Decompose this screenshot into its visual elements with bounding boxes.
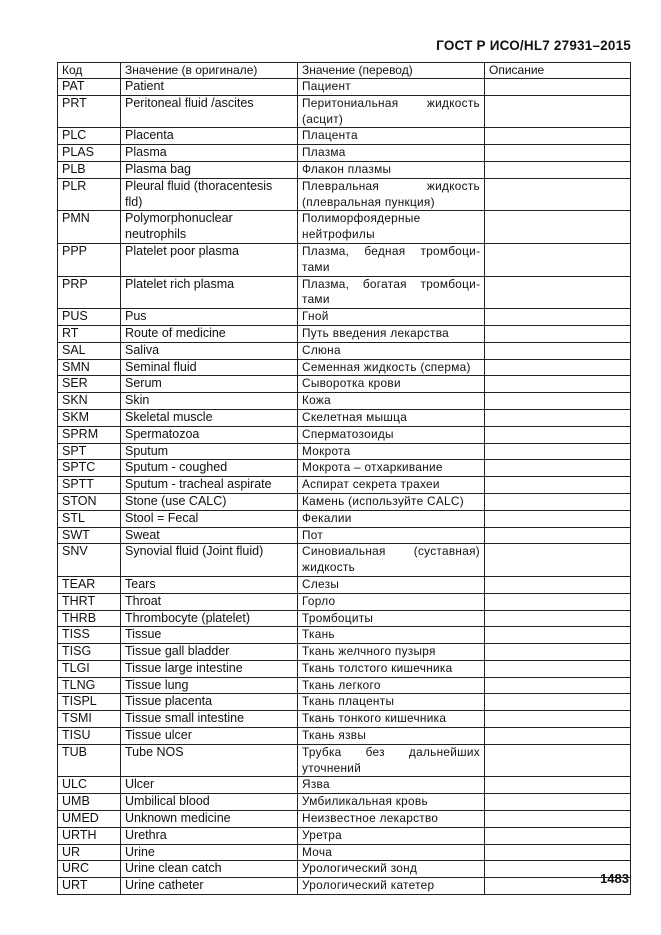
cell-original: Urine catheter: [121, 878, 298, 895]
cell-translation: Ткань желчного пузыря: [298, 644, 485, 661]
column-header-original: Значение (в оригинале): [121, 63, 298, 79]
cell-translation: Пот: [298, 527, 485, 544]
cell-translation: Аспират секрета трахеи: [298, 477, 485, 494]
cell-code: SAL: [58, 342, 121, 359]
cell-original: Unknown medicine: [121, 811, 298, 828]
cell-description: [485, 576, 631, 593]
cell-code: SER: [58, 376, 121, 393]
cell-description: [485, 376, 631, 393]
table-row: [58, 576, 631, 593]
cell-code: THRB: [58, 610, 121, 627]
table-row: [58, 409, 631, 426]
cell-description: [485, 460, 631, 477]
table-row: [58, 844, 631, 861]
column-header-translation: Значение (перевод): [298, 63, 485, 79]
cell-original: Plasma: [121, 145, 298, 162]
table-row: [58, 325, 631, 342]
cell-translation: Ткань плаценты: [298, 694, 485, 711]
cell-translation: Ткань легкого: [298, 677, 485, 694]
cell-original: Sputum - tracheal aspirate: [121, 477, 298, 494]
cell-description: [485, 161, 631, 178]
table-row: [58, 309, 631, 326]
cell-code: URC: [58, 861, 121, 878]
column-header-description: Описание: [485, 63, 631, 79]
cell-description: [485, 694, 631, 711]
cell-original: Plasma bag: [121, 161, 298, 178]
cell-description: [485, 342, 631, 359]
cell-code: SNV: [58, 544, 121, 577]
cell-code: UMB: [58, 794, 121, 811]
cell-code: PRT: [58, 95, 121, 128]
cell-code: PUS: [58, 309, 121, 326]
cell-description: [485, 493, 631, 510]
cell-translation: Плазма, бедная тромбоцитами: [298, 243, 485, 276]
specimen-code-table: [57, 62, 631, 895]
cell-description: [485, 827, 631, 844]
cell-original: Sweat: [121, 527, 298, 544]
cell-code: TUB: [58, 744, 121, 777]
cell-description: [485, 728, 631, 745]
cell-translation: Слезы: [298, 576, 485, 593]
cell-translation: Неизвестное лекарство: [298, 811, 485, 828]
cell-code: URT: [58, 878, 121, 895]
table-row: [58, 827, 631, 844]
cell-description: [485, 811, 631, 828]
table-body: [58, 79, 631, 895]
table-row: [58, 878, 631, 895]
cell-code: TLNG: [58, 677, 121, 694]
column-header-code: Код: [58, 63, 121, 79]
cell-description: [485, 844, 631, 861]
cell-description: [485, 128, 631, 145]
cell-original: Tube NOS: [121, 744, 298, 777]
cell-description: [485, 178, 631, 211]
table-row: [58, 161, 631, 178]
cell-code: TSMI: [58, 711, 121, 728]
cell-translation: Урологический зонд: [298, 861, 485, 878]
cell-translation: Ткань тонкого кишечника: [298, 711, 485, 728]
cell-description: [485, 510, 631, 527]
table-row: [58, 544, 631, 577]
cell-translation: Полиморфоядерные нейтрофилы: [298, 211, 485, 244]
cell-description: [485, 145, 631, 162]
cell-code: PLAS: [58, 145, 121, 162]
cell-original: Peritoneal fluid /ascites: [121, 95, 298, 128]
cell-description: [485, 544, 631, 577]
cell-description: [485, 627, 631, 644]
cell-code: SPRM: [58, 426, 121, 443]
cell-original: Serum: [121, 376, 298, 393]
table-row: [58, 211, 631, 244]
cell-code: URTH: [58, 827, 121, 844]
cell-code: SKN: [58, 393, 121, 410]
table-row: [58, 694, 631, 711]
table-row: [58, 342, 631, 359]
cell-original: Patient: [121, 79, 298, 96]
cell-description: [485, 309, 631, 326]
cell-translation: Слюна: [298, 342, 485, 359]
cell-translation: Сыворотка крови: [298, 376, 485, 393]
cell-original: Synovial fluid (Joint fluid): [121, 544, 298, 577]
table-row: [58, 677, 631, 694]
cell-code: TISU: [58, 728, 121, 745]
table-header-row: [58, 63, 631, 79]
cell-original: Saliva: [121, 342, 298, 359]
cell-original: Placenta: [121, 128, 298, 145]
cell-translation: Ткань язвы: [298, 728, 485, 745]
cell-description: [485, 660, 631, 677]
cell-code: PLC: [58, 128, 121, 145]
cell-translation: Сперматозоиды: [298, 426, 485, 443]
table-row: [58, 79, 631, 96]
cell-original: Route of medicine: [121, 325, 298, 342]
cell-translation: Плевральная жидкость (плевральная пункция): [298, 178, 485, 211]
cell-translation: Фекалии: [298, 510, 485, 527]
cell-description: [485, 744, 631, 777]
cell-description: [485, 211, 631, 244]
cell-translation: Тромбоциты: [298, 610, 485, 627]
table-row: [58, 627, 631, 644]
cell-original: Urine clean catch: [121, 861, 298, 878]
cell-description: [485, 276, 631, 309]
cell-original: Sputum: [121, 443, 298, 460]
cell-translation: Пациент: [298, 79, 485, 96]
cell-description: [485, 610, 631, 627]
cell-code: STL: [58, 510, 121, 527]
table-row: [58, 376, 631, 393]
cell-code: PMN: [58, 211, 121, 244]
cell-description: [485, 711, 631, 728]
cell-original: Tissue: [121, 627, 298, 644]
table-row: [58, 128, 631, 145]
cell-code: SKM: [58, 409, 121, 426]
cell-translation: Плазма: [298, 145, 485, 162]
cell-code: RT: [58, 325, 121, 342]
table-row: [58, 644, 631, 661]
cell-translation: Моча: [298, 844, 485, 861]
cell-original: Throat: [121, 593, 298, 610]
cell-original: Tissue lung: [121, 677, 298, 694]
cell-translation: Семенная жидкость (сперма): [298, 359, 485, 376]
cell-original: Tissue gall bladder: [121, 644, 298, 661]
table-row: [58, 861, 631, 878]
cell-description: [485, 677, 631, 694]
table-row: [58, 477, 631, 494]
cell-code: PAT: [58, 79, 121, 96]
cell-description: [485, 409, 631, 426]
cell-code: TISS: [58, 627, 121, 644]
cell-original: Tears: [121, 576, 298, 593]
page-number: 1483: [600, 871, 629, 886]
table-row: [58, 243, 631, 276]
table-row: [58, 276, 631, 309]
cell-description: [485, 426, 631, 443]
cell-description: [485, 777, 631, 794]
table-row: [58, 794, 631, 811]
cell-original: Tissue placenta: [121, 694, 298, 711]
cell-code: PPP: [58, 243, 121, 276]
table-row: [58, 744, 631, 777]
table-row: [58, 660, 631, 677]
table-row: [58, 711, 631, 728]
table-row: [58, 527, 631, 544]
cell-description: [485, 243, 631, 276]
cell-description: [485, 79, 631, 96]
table-row: [58, 393, 631, 410]
cell-code: STON: [58, 493, 121, 510]
cell-description: [485, 527, 631, 544]
cell-original: Skin: [121, 393, 298, 410]
cell-code: SMN: [58, 359, 121, 376]
table-row: [58, 510, 631, 527]
cell-code: PRP: [58, 276, 121, 309]
cell-code: TISG: [58, 644, 121, 661]
table-row: [58, 443, 631, 460]
cell-translation: Мокрота: [298, 443, 485, 460]
cell-original: Seminal fluid: [121, 359, 298, 376]
cell-translation: Мокрота – отхаркивание: [298, 460, 485, 477]
cell-code: TEAR: [58, 576, 121, 593]
cell-original: Tissue small intestine: [121, 711, 298, 728]
cell-translation: Трубка без дальнейших уточнений: [298, 744, 485, 777]
cell-original: Pleural fluid (thoracentesis fld): [121, 178, 298, 211]
cell-original: Stool = Fecal: [121, 510, 298, 527]
cell-translation: Горло: [298, 593, 485, 610]
table-row: [58, 359, 631, 376]
cell-code: THRT: [58, 593, 121, 610]
cell-original: Urethra: [121, 827, 298, 844]
cell-original: Ulcer: [121, 777, 298, 794]
table-row: [58, 95, 631, 128]
cell-description: [485, 393, 631, 410]
cell-translation: Уретра: [298, 827, 485, 844]
table-row: [58, 145, 631, 162]
document-header: ГОСТ Р ИСО/HL7 27931–2015: [436, 38, 631, 53]
table-row: [58, 593, 631, 610]
table-row: [58, 460, 631, 477]
cell-translation: Синовиальная (суставная) жидкость: [298, 544, 485, 577]
cell-description: [485, 477, 631, 494]
cell-description: [485, 644, 631, 661]
cell-translation: Путь введения лекарства: [298, 325, 485, 342]
cell-original: Tissue ulcer: [121, 728, 298, 745]
table-row: [58, 610, 631, 627]
cell-translation: Умбиликальная кровь: [298, 794, 485, 811]
cell-original: Tissue large intestine: [121, 660, 298, 677]
cell-code: TLGI: [58, 660, 121, 677]
cell-code: PLB: [58, 161, 121, 178]
cell-translation: Ткань толстого кишечника: [298, 660, 485, 677]
cell-translation: Плазма, богатая тромбоцитами: [298, 276, 485, 309]
cell-original: Skeletal muscle: [121, 409, 298, 426]
table-row: [58, 426, 631, 443]
cell-translation: Камень (используйте CALC): [298, 493, 485, 510]
cell-code: SPTT: [58, 477, 121, 494]
table-row: [58, 777, 631, 794]
cell-translation: Плацента: [298, 128, 485, 145]
cell-original: Polymorphonuclear neutrophils: [121, 211, 298, 244]
cell-code: UMED: [58, 811, 121, 828]
cell-original: Platelet poor plasma: [121, 243, 298, 276]
cell-translation: Гной: [298, 309, 485, 326]
cell-translation: Флакон плазмы: [298, 161, 485, 178]
table-row: [58, 811, 631, 828]
cell-description: [485, 95, 631, 128]
cell-translation: Скелетная мышца: [298, 409, 485, 426]
cell-code: TISPL: [58, 694, 121, 711]
cell-original: Spermatozoa: [121, 426, 298, 443]
cell-code: PLR: [58, 178, 121, 211]
cell-description: [485, 443, 631, 460]
cell-description: [485, 359, 631, 376]
cell-description: [485, 593, 631, 610]
cell-translation: Урологический катетер: [298, 878, 485, 895]
cell-original: Umbilical blood: [121, 794, 298, 811]
table-row: [58, 728, 631, 745]
cell-code: SWT: [58, 527, 121, 544]
table-row: [58, 493, 631, 510]
cell-original: Pus: [121, 309, 298, 326]
cell-code: SPT: [58, 443, 121, 460]
cell-original: Urine: [121, 844, 298, 861]
table-row: [58, 178, 631, 211]
cell-code: UR: [58, 844, 121, 861]
cell-original: Thrombocyte (platelet): [121, 610, 298, 627]
cell-translation: Ткань: [298, 627, 485, 644]
cell-translation: Перитониальная жидкость (асцит): [298, 95, 485, 128]
cell-code: SPTC: [58, 460, 121, 477]
cell-translation: Кожа: [298, 393, 485, 410]
cell-description: [485, 794, 631, 811]
cell-code: ULC: [58, 777, 121, 794]
cell-original: Platelet rich plasma: [121, 276, 298, 309]
cell-translation: Язва: [298, 777, 485, 794]
cell-original: Stone (use CALC): [121, 493, 298, 510]
cell-original: Sputum - coughed: [121, 460, 298, 477]
cell-description: [485, 325, 631, 342]
